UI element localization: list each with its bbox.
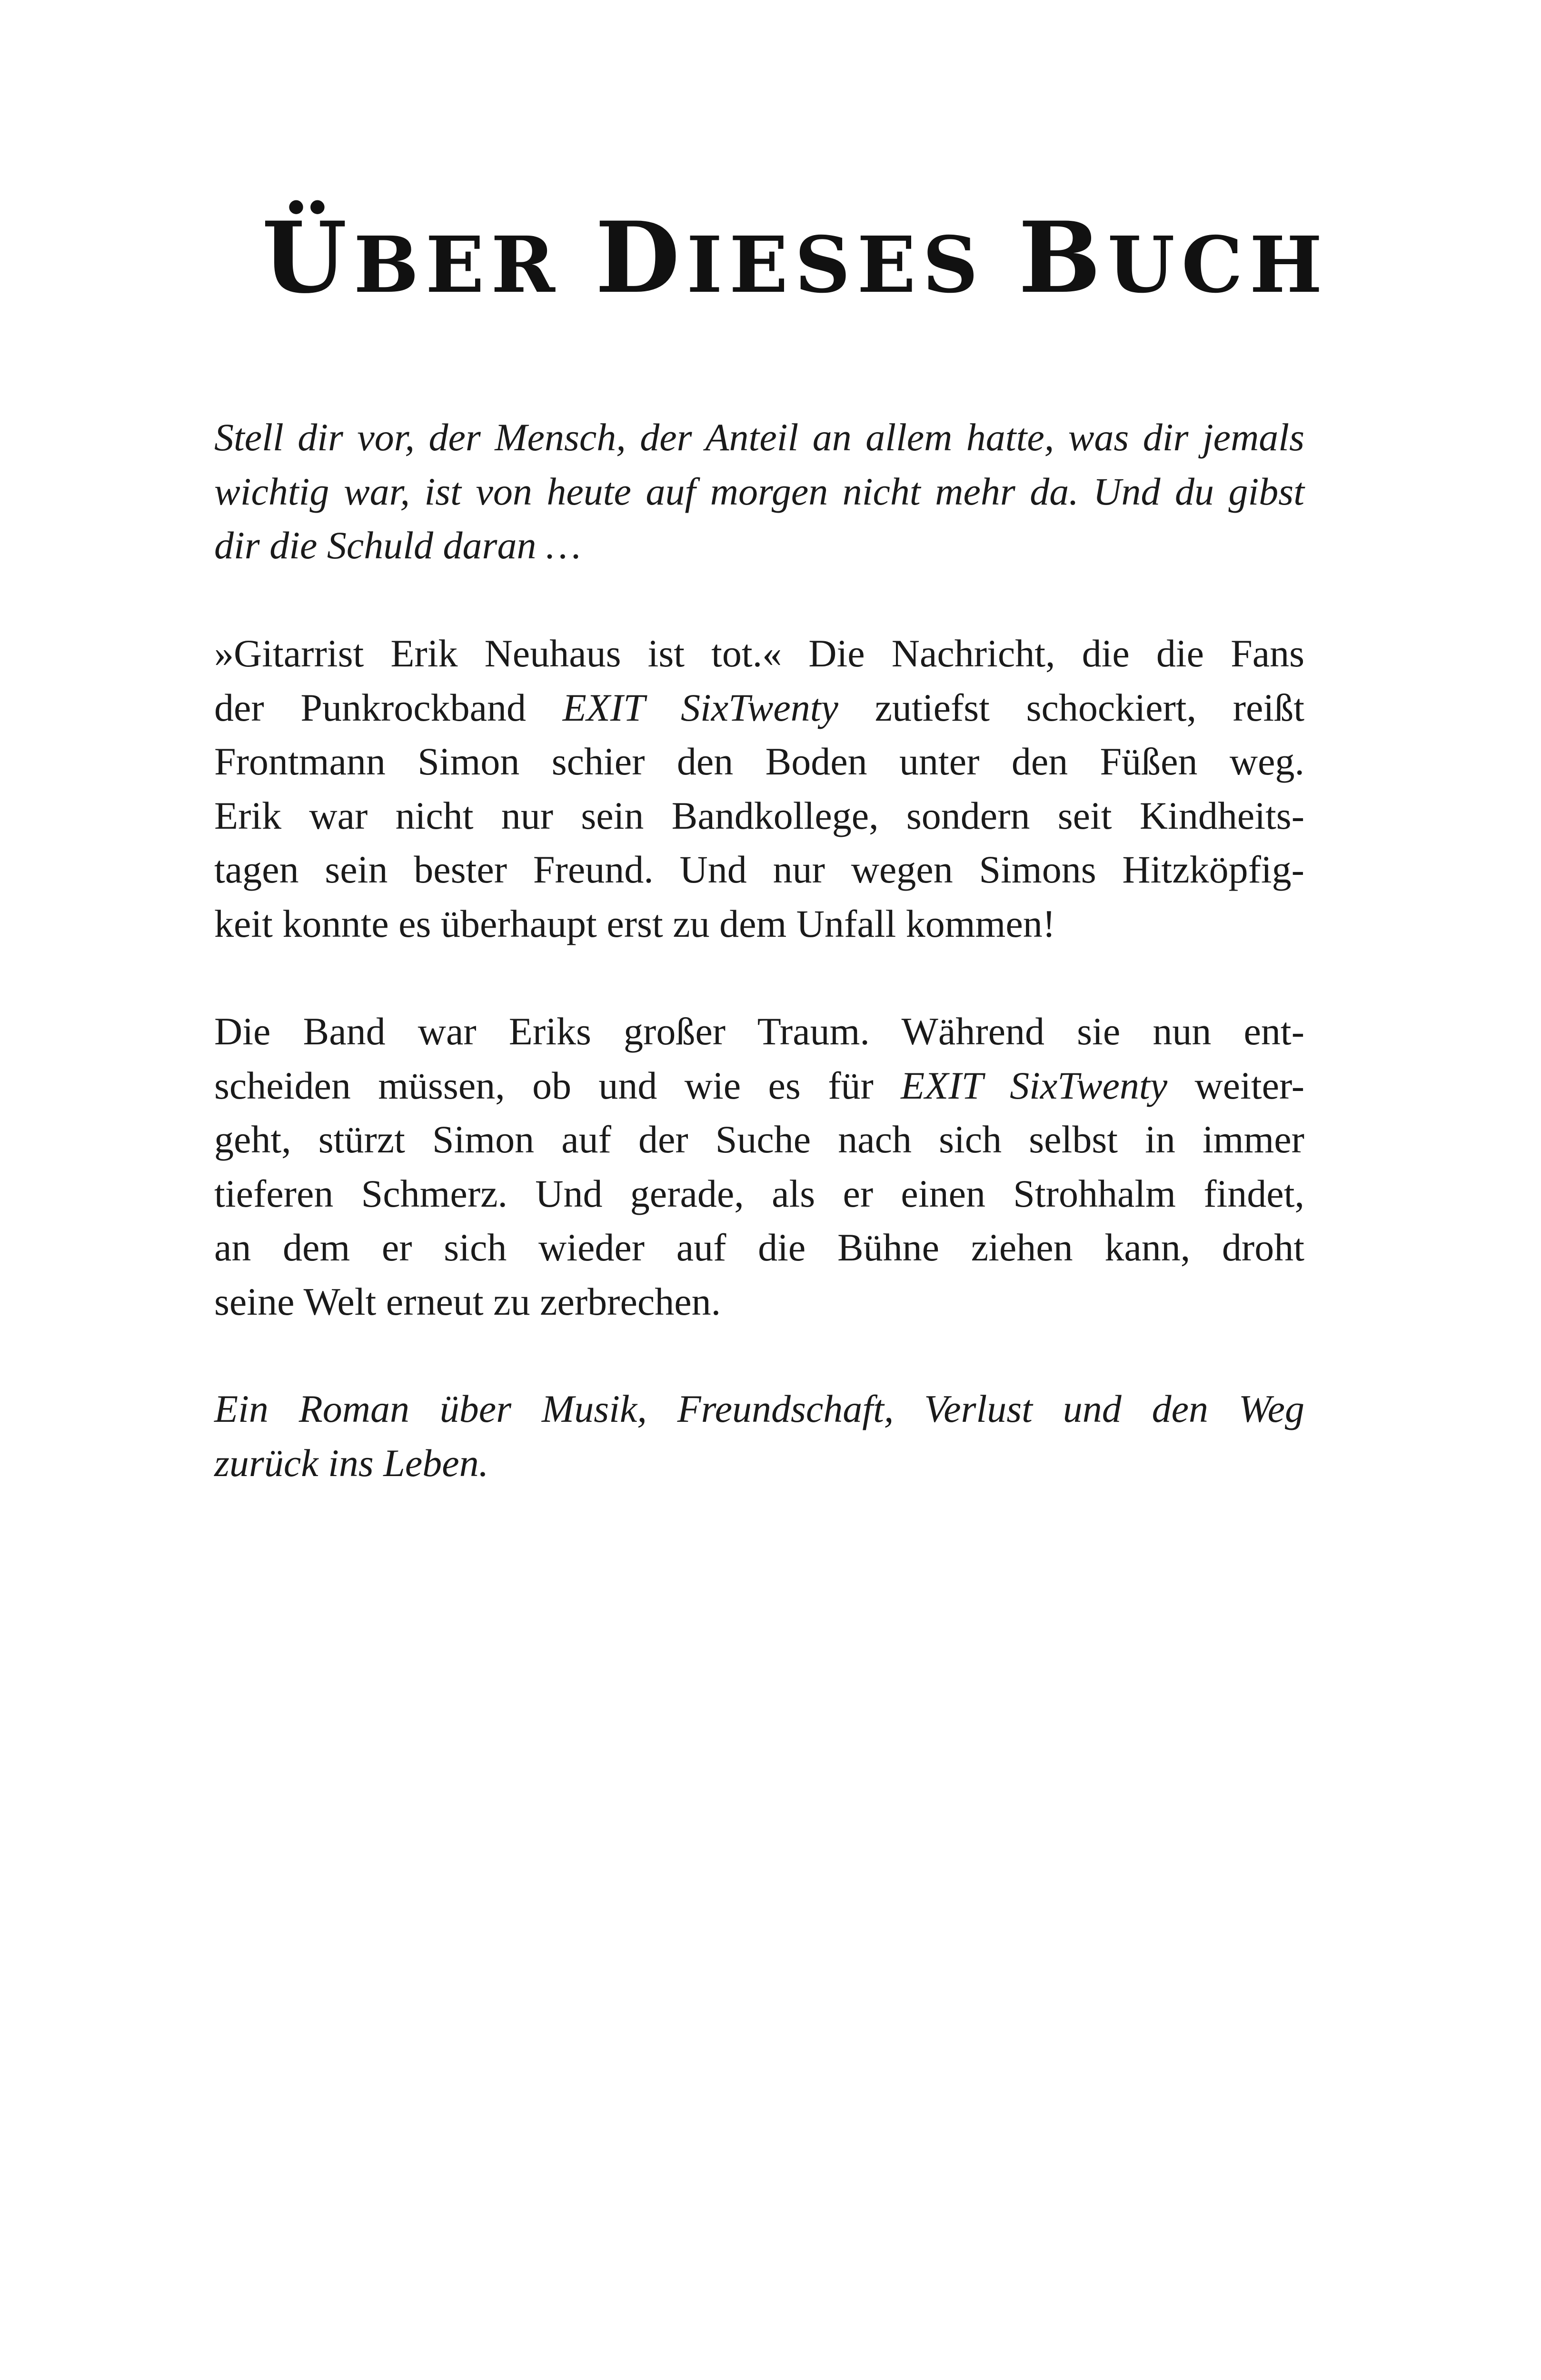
text-line: an dem er sich wieder auf die Bühne ziehen kann, droht <box>214 1226 1304 1269</box>
text-line: »Gitarrist Erik Neuhaus ist tot.« Die Nachricht, die die Fans <box>214 632 1304 675</box>
title-part: IESES <box>686 220 1019 310</box>
title-part: Ü <box>262 201 354 315</box>
intro-paragraph <box>214 410 1304 573</box>
story-paragraph <box>214 626 1304 951</box>
title-part: B <box>1018 201 1108 315</box>
band-name: EXIT SixTwenty <box>901 1063 1168 1107</box>
text-segment: zutiefst schockiert, reißt <box>838 685 1305 729</box>
text-line: zurück ins Leben. <box>214 1441 489 1485</box>
text-line: Die Band war Eriks großer Traum. Während sie nun ent- <box>214 1010 1304 1053</box>
title-part: BER <box>353 220 596 310</box>
text-line: tieferen Schmerz. Und gerade, als er einen Strohhalm findet, <box>214 1171 1304 1215</box>
band-name: EXIT SixTwenty <box>562 685 838 729</box>
title-part: D <box>595 201 686 315</box>
text-line: wichtig war, ist von heute auf morgen nicht mehr da. Und du gibst <box>214 469 1304 513</box>
text-segment: weiter- <box>1167 1063 1305 1107</box>
text-line: Erik war nicht nur sein Bandkollege, sondern seit Kindheits- <box>214 793 1304 837</box>
text-line: Ein Roman über Musik, Freundschaft, Verlust und den Weg <box>214 1387 1304 1430</box>
text-line: seine Welt erneut zu zerbrechen. <box>214 1279 721 1323</box>
page-title <box>262 201 1329 315</box>
story-paragraph <box>214 1004 1304 1329</box>
text-segment: der Punkrockband <box>214 685 563 729</box>
closing-paragraph <box>214 1382 1304 1490</box>
text-line: dir die Schuld daran … <box>214 524 581 567</box>
text-line: Stell dir vor, der Mensch, der Anteil an allem hatte, was dir jemals <box>214 416 1304 459</box>
text-line: Frontmann Simon schier den Boden unter den Füßen weg. <box>214 740 1304 783</box>
text-line <box>214 1059 1304 1113</box>
text-line: geht, stürzt Simon auf der Suche nach sich selbst in immer <box>214 1118 1304 1161</box>
text-segment: scheiden müssen, ob und wie es für <box>214 1063 901 1107</box>
text-line: tagen sein bester Freund. Und nur wegen Simons Hitzköpfig- <box>214 848 1304 892</box>
text-line: keit konnte es überhaupt erst zu dem Unfall kommen! <box>214 902 1056 945</box>
title-part: UCH <box>1107 220 1329 310</box>
text-line <box>214 681 1304 735</box>
